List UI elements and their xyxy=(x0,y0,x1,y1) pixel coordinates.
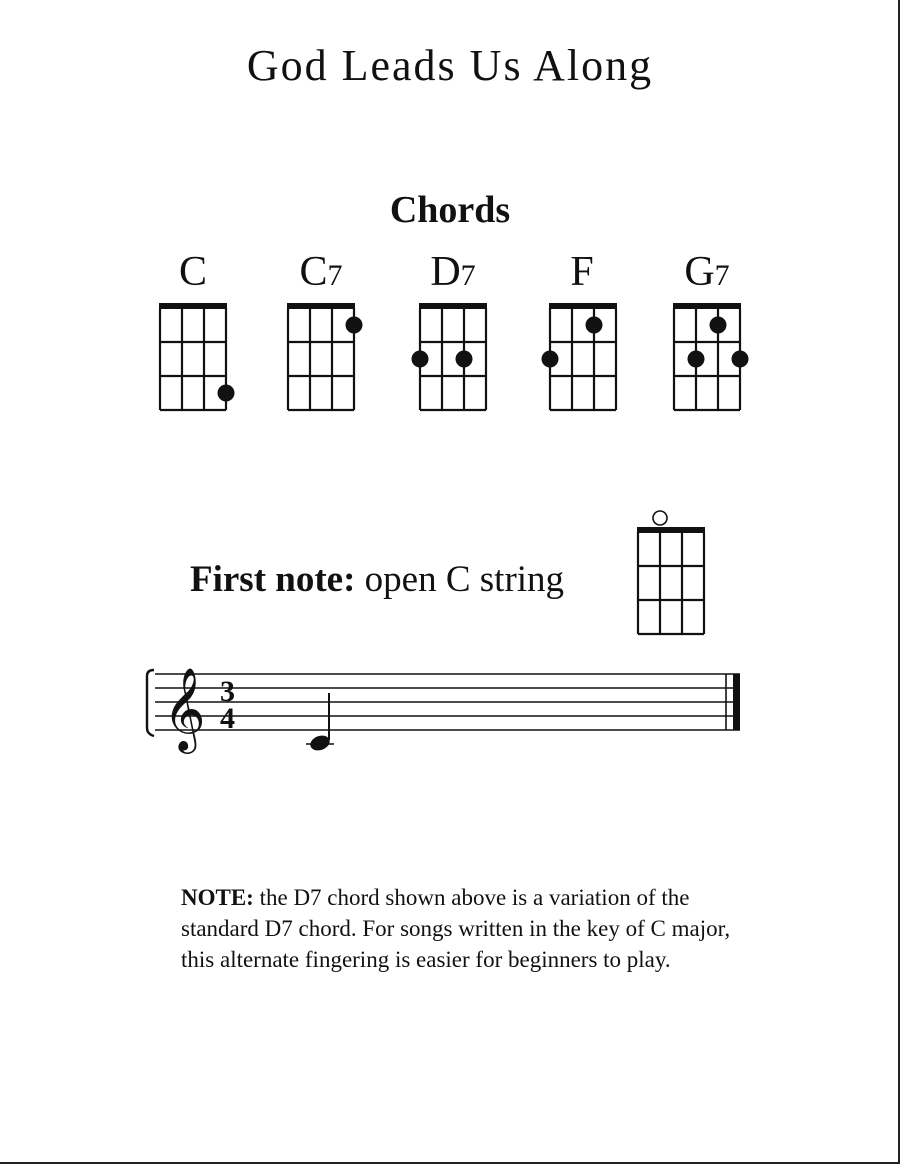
note-label: NOTE: xyxy=(181,885,254,910)
note-body: the D7 chord shown above is a variation of the standard D7 chord. For songs written in the key of C major, this alternate fingering is easier for beginners to play. xyxy=(181,885,731,972)
time-signature-top: 3 xyxy=(220,675,235,708)
chord-name-g7: G7 xyxy=(684,249,730,295)
chord-name-d7: D7 xyxy=(430,249,476,295)
first-note-value: open C string xyxy=(364,559,565,600)
chord-name-c7: C7 xyxy=(299,249,343,295)
treble-clef-icon: 𝄞 xyxy=(163,666,206,750)
staff-lines xyxy=(155,674,740,730)
note-paragraph xyxy=(181,882,761,975)
first-note-label: First note: xyxy=(190,559,356,600)
thick-barline xyxy=(733,674,740,730)
chords-heading: Chords xyxy=(389,189,511,231)
chord-name-f: F xyxy=(570,249,594,295)
time-signature-bottom: 4 xyxy=(220,702,235,735)
staff-bracket xyxy=(147,670,154,736)
chord-name-c: C xyxy=(178,249,207,295)
song-title: God Leads Us Along xyxy=(246,41,654,90)
